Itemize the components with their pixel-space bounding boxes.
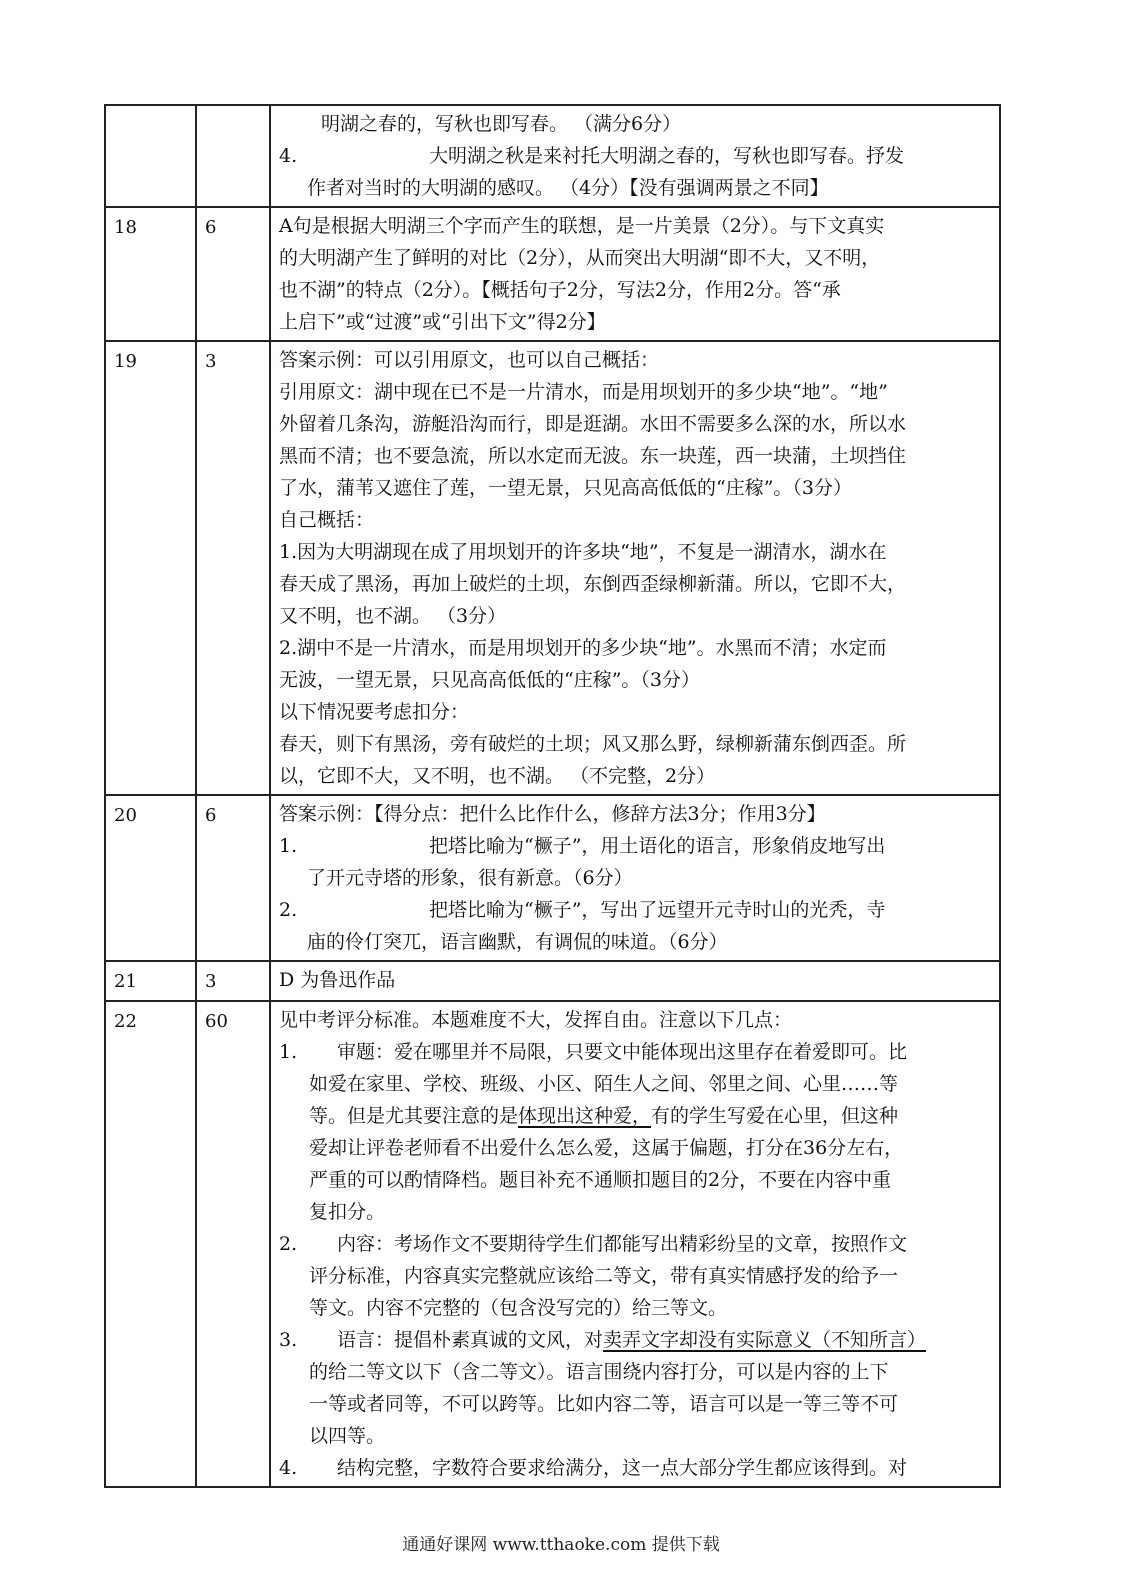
underlined-text: 卖弄文字却没有实际意义（不知所言） <box>603 1329 927 1351</box>
item-text: 把塔比喻为“橛子”，用土语化的语言，形象俏皮地写出 <box>429 835 886 857</box>
answer-line: A句是根据大明湖三个字而产生的联想，是一片美景（2分）。与下文真实 <box>279 215 885 237</box>
answer-line: 庙的伶仃突兀，语言幽默，有调侃的味道。（6分） <box>307 931 728 953</box>
list-item <box>279 830 991 862</box>
answer-line: 大明湖之秋是来衬托大明湖之春的，写秋也即写春。抒发 <box>429 145 905 167</box>
list-item <box>279 1324 991 1356</box>
answer-line: 又不明，也不湖。 （3分） <box>279 605 507 627</box>
table-row <box>105 105 1000 207</box>
item-text: 把塔比喻为“橛子”，写出了远望开元寺时山的光秃，寺 <box>429 899 886 921</box>
page-footer: 通通好课网 www.tthaoke.com 提供下载 <box>402 1535 720 1555</box>
score-cell: 6 <box>196 207 270 341</box>
answer-line: 作者对当时的大明湖的感叹。 （4分）【没有强调两景之不同】 <box>307 177 829 199</box>
list-item <box>279 894 991 926</box>
item-index: 4. <box>279 1457 298 1479</box>
answer-line: 了水，蒲苇又遮住了莲，一望无景，只见高高低低的“庄稼”。（3分） <box>279 477 853 499</box>
question-number: 22 <box>105 1001 196 1487</box>
score-cell <box>196 105 270 207</box>
answer-line: 春天成了黑汤，再加上破烂的土坝，东倒西歪绿柳新蒲。所以，它即不大， <box>279 573 907 595</box>
question-number: 20 <box>105 795 196 961</box>
answer-line: 外留着几条沟，游艇沿沟而行，即是逛湖。水田不需要多么深的水，所以水 <box>279 413 907 435</box>
item-index: 1. <box>279 1041 298 1063</box>
item-index: 4. <box>279 145 298 167</box>
answer-line: 等文。内容不完整的（包含没写完的）给三等文。 <box>309 1297 728 1319</box>
answer-cell <box>270 795 1000 961</box>
answer-line <box>279 1100 991 1132</box>
answer-line: 上启下”或“过渡”或“引出下文”得2分】 <box>279 311 606 333</box>
answer-line: 如爱在家里、学校、班级、小区、陌生人之间、邻里之间、心里……等 <box>309 1073 899 1095</box>
answer-line: D 为鲁迅作品 <box>279 969 396 991</box>
answer-line: 见中考评分标准。本题难度不大，发挥自由。注意以下几点： <box>279 1009 793 1031</box>
answer-line: 明湖之春的，写秋也即写春。 （满分6分） <box>321 113 682 135</box>
answer-line: 复扣分。 <box>309 1201 386 1223</box>
answer-line: 以四等。 <box>309 1425 386 1447</box>
text-run: 语言：提倡朴素真诚的文风，对 <box>337 1329 604 1351</box>
table-row <box>105 207 1000 341</box>
answer-line: 春天，则下有黑汤，旁有破烂的土坝；风又那么野，绿柳新蒲东倒西歪。所 <box>279 733 907 755</box>
item-index: 1. <box>279 835 298 857</box>
answer-line: 2.湖中不是一片清水，而是用坝划开的多少块“地”。水黑而不清；水定而 <box>279 637 887 659</box>
answer-line: 一等或者同等，不可以跨等。比如内容二等，语言可以是一等三等不可 <box>309 1393 899 1415</box>
answer-line: 黑而不清；也不要急流，所以水定而无波。东一块莲，西一块蒲，土坝挡住 <box>279 445 907 467</box>
item-text: 内容：考场作文不要期待学生们都能写出精彩纷呈的文章，按照作文 <box>337 1233 908 1255</box>
answer-line: 也不湖”的特点（2分）。【概括句子2分，写法2分，作用2分。答“承 <box>279 279 841 301</box>
answer-line: 1.因为大明湖现在成了用坝划开的许多块“地”，不复是一湖清水，湖水在 <box>279 541 887 563</box>
table-row <box>105 1001 1000 1487</box>
answer-cell <box>270 961 1000 1001</box>
answer-line: 的给二等文以下（含二等文）。语言围绕内容打分，可以是内容的上下 <box>309 1361 889 1383</box>
table-row <box>105 341 1000 795</box>
score-cell: 3 <box>196 961 270 1001</box>
list-item <box>279 1452 991 1484</box>
list-item <box>279 1036 991 1068</box>
item-text: 结构完整，字数符合要求给满分，这一点大部分学生都应该得到。对 <box>337 1457 908 1479</box>
underlined-text: 体现出这种爱， <box>518 1105 652 1127</box>
item-text <box>429 140 991 172</box>
item-text <box>337 1324 991 1356</box>
table-row <box>105 961 1000 1001</box>
answer-line: 了开元寺塔的形象，很有新意。（6分） <box>307 867 633 889</box>
answer-line: 严重的可以酌情降档。题目补充不通顺扣题目的2分，不要在内容中重 <box>309 1169 892 1191</box>
answer-line: 以下情况要考虑扣分： <box>279 701 470 723</box>
answer-line: 答案示例：可以引用原文，也可以自己概括： <box>279 349 660 371</box>
answer-line: 以，它即不大，又不明，也不湖。 （不完整，2分） <box>279 765 716 787</box>
answer-line: 的大明湖产生了鲜明的对比（2分），从而突出大明湖“即不大，又不明， <box>279 247 881 269</box>
answer-cell <box>270 341 1000 795</box>
item-index: 2. <box>279 1233 298 1255</box>
table-row <box>105 795 1000 961</box>
answer-line: 评分标准，内容真实完整就应该给二等文，带有真实情感抒发的给予一 <box>309 1265 899 1287</box>
item-index: 2. <box>279 899 298 921</box>
score-cell: 3 <box>196 341 270 795</box>
score-cell: 60 <box>196 1001 270 1487</box>
question-number: 19 <box>105 341 196 795</box>
answer-cell <box>270 1001 1000 1487</box>
question-number <box>105 105 196 207</box>
text-run: 等。但是尤其要注意的是 <box>309 1105 519 1127</box>
answer-cell <box>270 207 1000 341</box>
item-text: 审题：爱在哪里并不局限，只要文中能体现出这里存在着爱即可。比 <box>337 1041 908 1063</box>
text-run: 有的学生写爱在心里，但这种 <box>651 1105 899 1127</box>
answer-cell <box>270 105 1000 207</box>
list-item <box>279 1228 991 1260</box>
answer-line: 爱却让评卷老师看不出爱什么怎么爱，这属于偏题，打分在36分左右， <box>309 1137 904 1159</box>
answer-line: 自己概括： <box>279 509 375 531</box>
question-number: 21 <box>105 961 196 1001</box>
answer-line: 答案示例：【得分点：把什么比作什么，修辞方法3分；作用3分】 <box>279 803 826 825</box>
answer-table <box>104 104 1001 1488</box>
question-number: 18 <box>105 207 196 341</box>
item-index: 3. <box>279 1329 298 1351</box>
score-cell: 6 <box>196 795 270 961</box>
answer-line: 无波，一望无景，只见高高低低的“庄稼”。（3分） <box>279 669 701 691</box>
list-item <box>279 140 991 172</box>
answer-line: 引用原文：湖中现在已不是一片清水，而是用坝划开的多少块“地”。“地” <box>279 381 888 403</box>
